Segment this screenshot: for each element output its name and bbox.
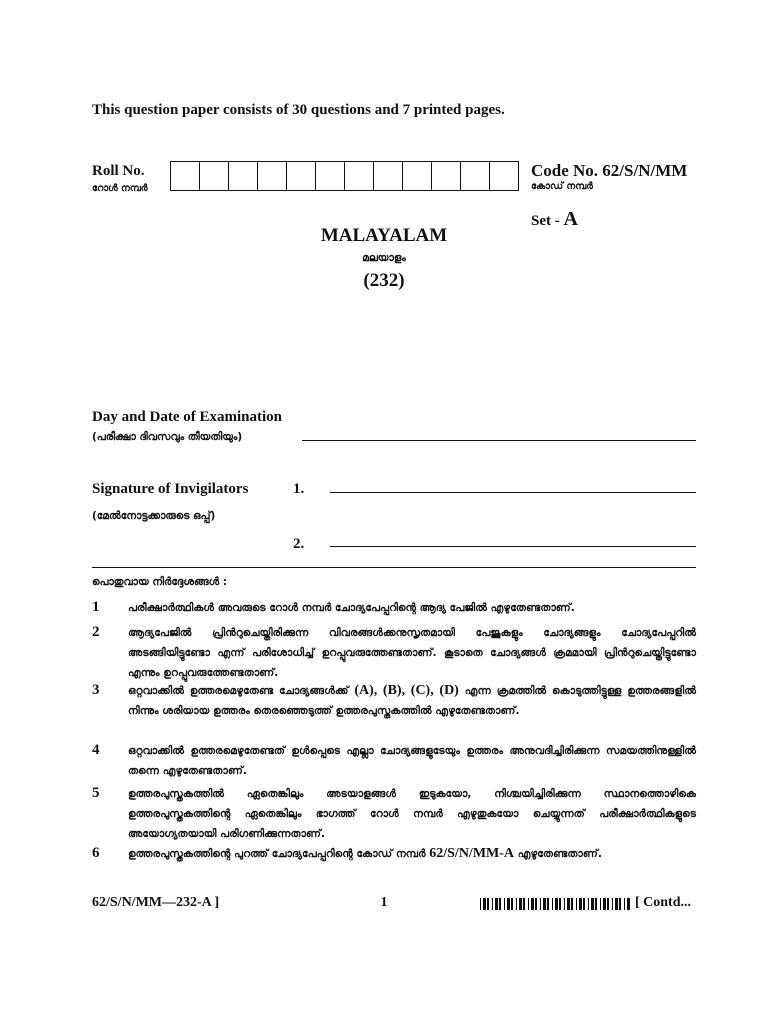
signature-field-1[interactable] xyxy=(330,492,696,493)
barcode-bar xyxy=(567,898,570,910)
barcode-bar xyxy=(483,898,486,910)
barcode-bar xyxy=(552,898,553,910)
invigilator-signature-label-malayalam: (മേൽനോട്ടക്കാരുടെ ഒപ്പ്) xyxy=(92,510,216,522)
barcode-bar xyxy=(579,898,582,910)
barcode-bar xyxy=(607,898,609,910)
subject-title: MALAYALAM xyxy=(320,225,448,246)
instructions-heading: പൊതുവായ നിർദ്ദേശങ്ങൾ : xyxy=(92,576,228,588)
roll-no-box[interactable] xyxy=(490,162,518,190)
barcode-bar xyxy=(543,898,546,910)
barcode-bar xyxy=(612,898,613,910)
invigilator-signature-label: Signature of Invigilators xyxy=(92,481,249,497)
barcode-bar xyxy=(504,898,505,910)
instruction-text xyxy=(128,681,696,721)
barcode-bar xyxy=(540,898,541,910)
code-no-label-malayalam: കോഡ് നമ്പർ xyxy=(531,181,593,192)
instruction-text: ഉത്തരപുസ്തകത്തിൽ ഏതെങ്കിലും അടയാളങ്ങൾ ഇടുകയോ, നിശ്ചയിച്ചിരിക്കുന്ന സ്ഥാനത്തൊഴികെ ഉത്തരപുസ്തകത്തിന്റെ ഏതെങ്കിലും ഭാഗത്ത് റോൾ നമ്പർ എഴുതുകയോ ചെയ്യുന്നത് പരീക്ഷാർത്ഥികളുടെ അയോഗ്യതയായി പരിഗണിക്കുന്നതാണ്. xyxy=(128,788,696,840)
instruction-number: 1 xyxy=(92,599,100,615)
instruction-text-part: എന്ന ക്രമത്തിൽ കൊടുത്തിട്ടുള്ള ഉത്തരങ്ങളിൽ നിന്നും ശരിയായ ഉത്തരം തെരഞ്ഞെടുത്ത് ഉത്തരപുസ്തകത്തിൽ എഴുതേണ്ടതാണ്. xyxy=(128,685,697,717)
barcode-bar xyxy=(492,898,493,910)
roll-no-box[interactable] xyxy=(345,162,374,190)
barcode-bar xyxy=(591,898,594,910)
set-value: A xyxy=(563,208,578,230)
roll-no-box[interactable] xyxy=(200,162,229,190)
barcode-bar xyxy=(624,898,625,910)
answer-options: (A), (B), (C), (D) xyxy=(354,683,459,698)
roll-no-box[interactable] xyxy=(316,162,345,190)
roll-no-box[interactable] xyxy=(258,162,287,190)
barcode-bar xyxy=(499,898,501,910)
barcode-bar xyxy=(603,898,606,910)
question-paper-code: 62/S/N/MM-A xyxy=(429,846,515,861)
barcode-bar xyxy=(495,898,498,910)
barcode-bar xyxy=(571,898,573,910)
subject-code: (232) xyxy=(363,270,405,291)
barcode-bar xyxy=(528,898,529,910)
instruction-number: 3 xyxy=(92,682,100,698)
roll-no-box[interactable] xyxy=(374,162,403,190)
barcode-bar xyxy=(615,898,618,910)
signature-number-1: 1. xyxy=(293,481,305,497)
instruction-text: ഒറ്റവാക്കിൽ ഉത്തരമെഴുതേണ്ടത് ഉൾപ്പെടെ എല്ലാ ചോദ്യങ്ങളുടേയും ഉത്തരം അനുവദിച്ചിരിക്കുന്ന സമയത്തിനുള്ളിൽ തന്നെ എഴുതേണ്ടതാണ്. xyxy=(128,745,696,777)
roll-no-box[interactable] xyxy=(432,162,461,190)
barcode-bar xyxy=(595,898,597,910)
instruction-text-part: ഒറ്റവാക്കിൽ ഉത്തരമെഴുതേണ്ട ചോദ്യങ്ങൾക്ക് xyxy=(128,685,355,697)
barcode-bar xyxy=(627,898,630,910)
barcode-bar xyxy=(511,898,513,910)
instruction-number: 5 xyxy=(92,785,100,801)
barcode-bar xyxy=(600,898,601,910)
instruction-text: ആദ്യപേജിൽ പ്രിൻറുചെയ്തിരിക്കുന്ന വിവരങ്ങൾക്കനുസൃതമായി പേജുകളും ചോദ്യങ്ങളും ചോദ്യപേപ്പറിൽ അടങ്ങിയിട്ടുണ്ടോ എന്ന് പരിശോധിച്ച് ഉറപ്പുവരുത്തേണ്ടതാണ്. കൂടാതെ ചോദ്യങ്ങൾ ക്രമമായി പ്രിൻറുചെയ്തിട്ടുണ്ടോ എന്നും ഉറപ്പുവരുത്തേണ്ടതാണ്. xyxy=(128,627,696,679)
barcode-bar xyxy=(588,898,589,910)
barcode-icon xyxy=(480,898,630,910)
barcode-bar xyxy=(535,898,537,910)
barcode-bar xyxy=(507,898,510,910)
paper-summary: This question paper consists of 30 questions and 7 printed pages. xyxy=(92,102,505,118)
barcode-bar xyxy=(564,898,565,910)
roll-no-boxes[interactable] xyxy=(170,161,519,191)
barcode-bar xyxy=(547,898,549,910)
instruction-text-part: ഉത്തരപുസ്തകത്തിന്റെ പുറത്ത് ചോദ്യപേപ്പറിന്റെ കോഡ് നമ്പർ xyxy=(128,848,430,860)
barcode-bar xyxy=(619,898,621,910)
footer-paper-code: 62/S/N/MM—232-A ] xyxy=(92,895,220,910)
roll-no-box[interactable] xyxy=(287,162,316,190)
instruction-text xyxy=(128,844,696,864)
roll-no-label-malayalam: റോൾ നമ്പർ xyxy=(92,183,148,194)
instruction-number: 4 xyxy=(92,742,100,758)
roll-no-label: Roll No. xyxy=(92,163,145,179)
roll-no-box[interactable] xyxy=(403,162,432,190)
barcode-bar xyxy=(480,898,481,910)
barcode-bar xyxy=(555,898,558,910)
set-label-text: Set - xyxy=(531,213,564,229)
section-divider xyxy=(92,567,696,568)
exam-date-label-malayalam: (പരീക്ഷാ ദിവസവും തീയതിയും) xyxy=(92,431,243,443)
barcode-bar xyxy=(559,898,561,910)
exam-date-field[interactable] xyxy=(302,440,696,441)
subject-title-malayalam: മലയാളം xyxy=(362,252,406,264)
page-number: 1 xyxy=(380,895,388,910)
instruction-number: 6 xyxy=(92,845,100,861)
instruction-text-part: എഴുതേണ്ടതാണ്. xyxy=(514,848,602,860)
instruction-number: 2 xyxy=(92,624,100,640)
barcode-bar xyxy=(516,898,517,910)
exam-date-label: Day and Date of Examination xyxy=(92,409,283,425)
roll-no-box[interactable] xyxy=(171,162,200,190)
roll-no-box[interactable] xyxy=(461,162,490,190)
continued-label: [ Contd... xyxy=(635,895,692,910)
signature-field-2[interactable] xyxy=(330,546,696,547)
roll-no-box[interactable] xyxy=(229,162,258,190)
barcode-bar xyxy=(487,898,489,910)
barcode-bar xyxy=(576,898,577,910)
barcode-bar xyxy=(523,898,525,910)
barcode-bar xyxy=(519,898,522,910)
instruction-text: പരീക്ഷാർത്ഥികൾ അവരുടെ റോൾ നമ്പർ ചോദ്യപേപ്പറിന്റെ ആദ്യ പേജിൽ എഴുതേണ്ടതാണ്. xyxy=(128,602,575,614)
barcode-bar xyxy=(531,898,534,910)
code-no-label: Code No. 62/S/N/MM xyxy=(531,161,688,180)
barcode-bar xyxy=(583,898,585,910)
signature-number-2: 2. xyxy=(293,536,305,552)
